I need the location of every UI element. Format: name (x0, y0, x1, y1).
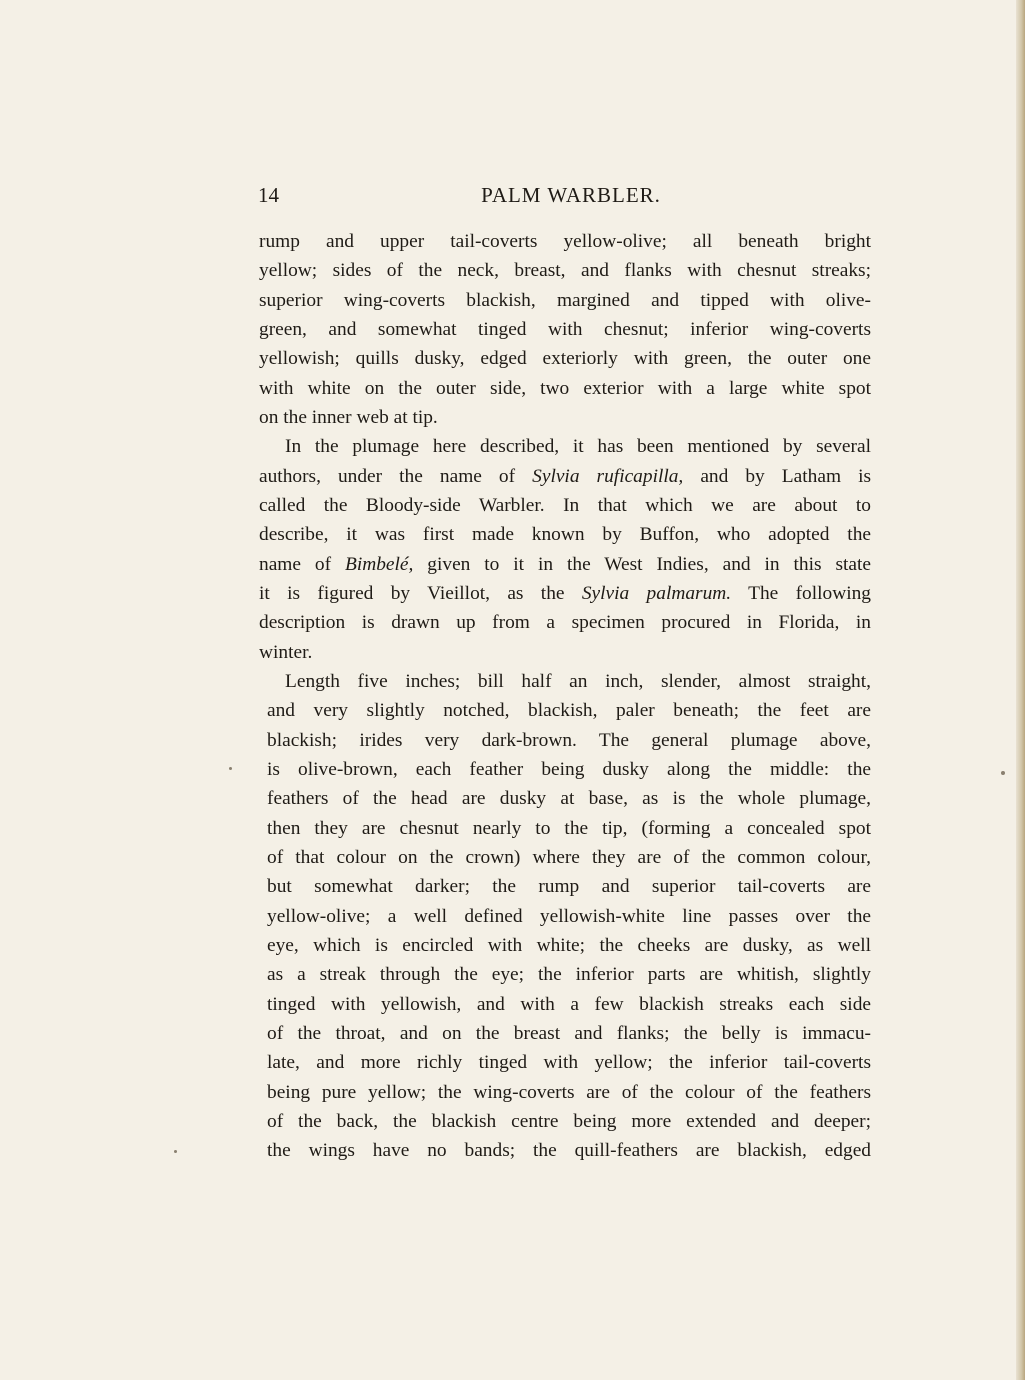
text-line: name of Bimbelé, given to it in the West Indies, and in this state (259, 553, 871, 575)
text-line: description is drawn up from a specimen procured in Florida, in (259, 612, 871, 634)
text-line: winter. (259, 641, 313, 663)
text-line: it is figured by Vieillot, as the Sylvia palmarum. The following (259, 582, 871, 604)
paper-speck (1001, 771, 1005, 775)
page-edge (1016, 0, 1025, 1380)
text-line: late, and more richly tinged with yellow; the inferior tail-coverts (267, 1052, 871, 1074)
text-line: is olive-brown, each feather being dusky along the middle: the (267, 758, 871, 780)
text-line: being pure yellow; the wing-coverts are of the colour of the feathers (267, 1081, 871, 1103)
text-line: eye, which is encircled with white; the cheeks are dusky, as well (267, 934, 871, 956)
text-line: yellowish; quills dusky, edged exteriorly with green, the outer one (259, 348, 871, 370)
text-line: as a streak through the eye; the inferior parts are whitish, slightly (267, 964, 871, 986)
text-line: with white on the outer side, two exterior with a large white spot (259, 377, 871, 399)
page-header (258, 183, 870, 213)
paragraph-first-line: Length five inches; bill half an inch, slender, almost straight, (285, 670, 871, 692)
text-line: feathers of the head are dusky at base, as is the whole plumage, (267, 788, 871, 810)
text-line: superior wing-coverts blackish, margined and tipped with olive- (259, 289, 871, 311)
species-name: Bimbelé, (344, 553, 414, 575)
text-line: then they are chesnut nearly to the tip, (forming a concealed spot (267, 817, 871, 839)
text-line: describe, it was first made known by Buffon, who adopted the (259, 524, 871, 546)
species-name: Sylvia palmarum. (581, 582, 732, 604)
text-line: tinged with yellowish, and with a few blackish streaks each side (267, 993, 871, 1015)
text-line: rump and upper tail-coverts yellow-olive; all beneath bright (259, 231, 871, 252)
text-line: of the throat, and on the breast and flanks; the belly is immacu- (267, 1022, 871, 1044)
text-line: on the inner web at tip. (259, 406, 438, 428)
text-line: blackish; irides very dark-brown. The general plumage above, (267, 729, 871, 751)
page-number: 14 (258, 183, 279, 207)
text-line: and very slightly notched, blackish, paler beneath; the feet are (267, 700, 871, 722)
text-line: the wings have no bands; the quill-feathers are blackish, edged (267, 1140, 871, 1162)
text-line: yellow-olive; a well defined yellowish-white line passes over the (267, 905, 871, 927)
body-text (259, 227, 871, 1166)
text-line: called the Bloody-side Warbler. In that which we are about to (259, 494, 871, 516)
text-line: green, and somewhat tinged with chesnut; inferior wing-coverts (259, 318, 871, 340)
paragraph-first-line: In the plumage here described, it has been mentioned by several (285, 436, 871, 458)
running-title: PALM WARBLER. (481, 183, 661, 207)
species-name: Sylvia ruficapilla, (532, 465, 684, 487)
text-line: of the back, the blackish centre being more extended and deeper; (267, 1110, 871, 1132)
text-line: but somewhat darker; the rump and superior tail-coverts are (267, 876, 871, 898)
text-line: authors, under the name of Sylvia ruficapilla, and by Latham is (259, 465, 871, 487)
text-line: yellow; sides of the neck, breast, and flanks with chesnut streaks; (259, 260, 871, 282)
text-line: of that colour on the crown) where they are of the common colour, (267, 846, 871, 868)
paper-speck (229, 767, 232, 770)
paper-speck (174, 1150, 177, 1153)
